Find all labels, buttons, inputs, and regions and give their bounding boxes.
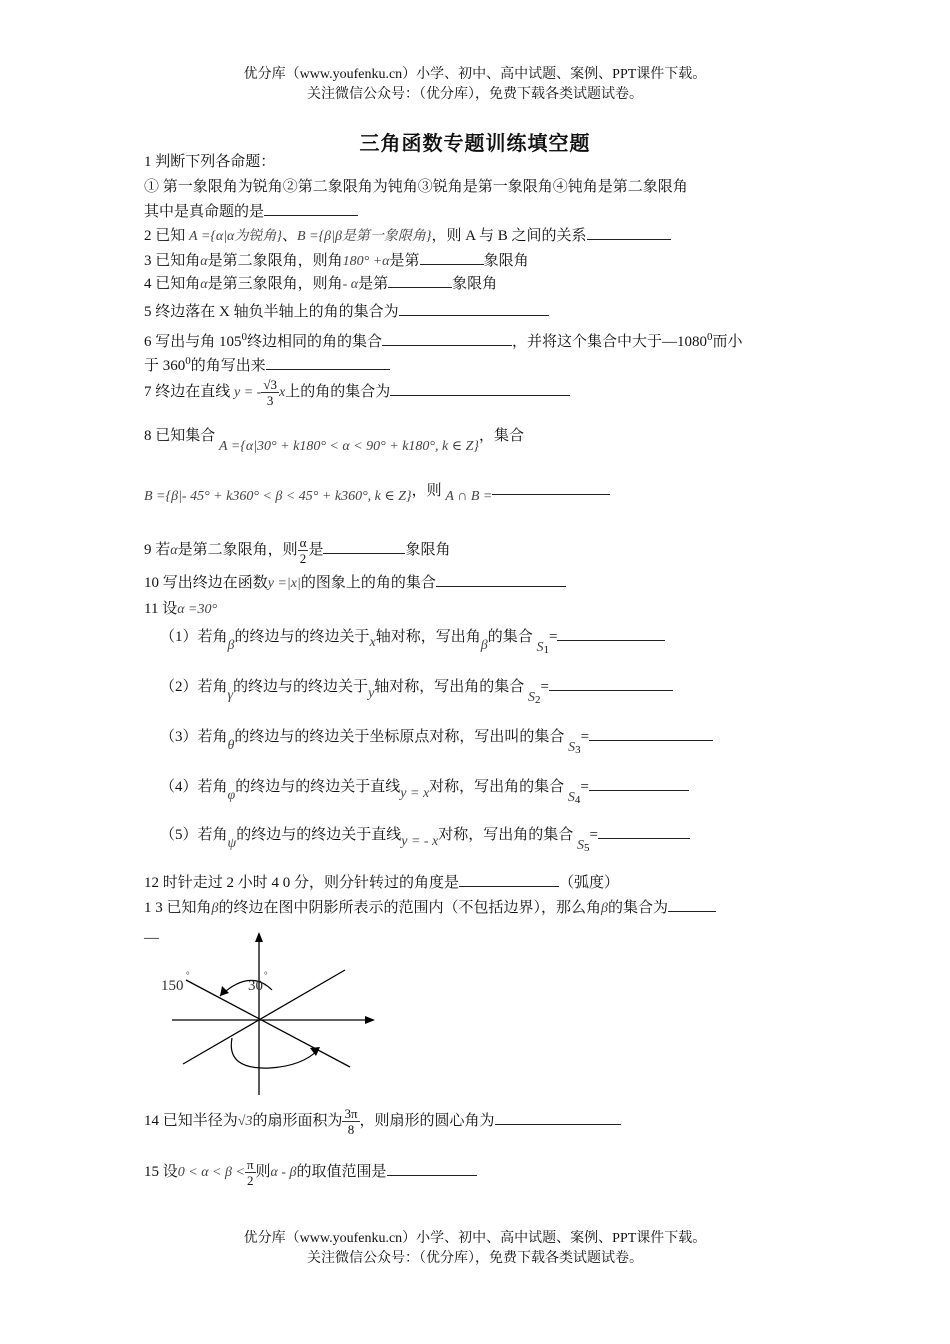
q11-4-idx: 4 — [574, 794, 581, 806]
q6-deg-1: 0 — [241, 331, 248, 343]
q4-expr: - α — [342, 277, 359, 292]
q11-2-axis: y — [368, 686, 375, 701]
q11-2-post: 轴对称，写出角的集合 — [374, 679, 525, 695]
q15-cond: 0 < α < β < — [177, 1164, 245, 1180]
q3-pre: 3 已知角 — [144, 253, 201, 269]
q15-pre: 15 设 — [144, 1163, 178, 1180]
q10-fn: y =|x| — [267, 576, 301, 591]
lower-arc-arrow — [310, 1047, 320, 1056]
q13-post: 的集合为 — [608, 900, 669, 916]
q11-3-pre: （3）若角 — [160, 729, 228, 745]
q2-set-b: B ={β|β是第一象限角} — [297, 229, 432, 244]
q8-mid: ，集合 — [478, 428, 524, 444]
q2-post: ，则 A 与 B 之间的关系 — [431, 228, 587, 244]
q11-4-answer-blank[interactable] — [589, 776, 689, 791]
q11-item-5 — [160, 824, 690, 854]
q9-post: 是 — [308, 541, 324, 558]
q7-y: y = - — [234, 384, 262, 400]
q12-pre: 12 时针走过 2 小时 4 0 分，则分针转过的角度是 — [144, 875, 460, 891]
q14-num: 3π — [344, 1106, 358, 1121]
x-axis-arrow — [365, 1016, 375, 1024]
q11-3-set: S — [568, 740, 576, 755]
q14-mid: 的扇形面积为 — [252, 1112, 343, 1129]
q6-c: ，并将这个集合中大于—1080 — [512, 334, 708, 350]
q7-answer-blank[interactable] — [390, 381, 570, 396]
q11-4-line: y = x — [400, 786, 430, 801]
q4-pre: 4 已知角 — [144, 276, 201, 292]
q11-5-set: S — [577, 838, 585, 853]
q11-1-post: 轴对称，写出角 — [375, 629, 481, 645]
q9-answer-blank[interactable] — [323, 539, 405, 554]
q13-wrap: — — [144, 930, 159, 946]
q3-post: 是第 — [389, 253, 420, 269]
q11-2-idx: 2 — [535, 694, 541, 706]
angle-figure — [150, 930, 390, 1100]
q11-2-sym: γ — [227, 688, 234, 703]
q15-num: π — [246, 1157, 254, 1172]
label-150-deg: ° — [186, 970, 190, 980]
q4-end: 象限角 — [452, 276, 498, 292]
q4-answer-blank[interactable] — [388, 273, 452, 288]
q9-num: α — [299, 535, 307, 550]
q8-expr: A ∩ B = — [445, 489, 493, 504]
q11-title-line — [144, 599, 217, 620]
q14-post: ，则扇形的圆心角为 — [359, 1112, 495, 1129]
q8-then: ，则 — [411, 483, 442, 499]
q7-pre: 7 终边在直线 — [144, 383, 231, 400]
header-line-1: 优分库（www.youfenku.cn）小学、初中、高中试题、案例、PPT课件下载。 — [243, 67, 707, 82]
q11-2-mid: 的终边与的终边关于 — [233, 679, 369, 695]
q6-answer-blank-1[interactable] — [382, 331, 512, 346]
q11-4-sym: φ — [227, 788, 236, 803]
q13-pre: 1 3 已知角 — [144, 900, 212, 916]
q11-1-axis: x — [369, 635, 376, 650]
q11-1-mid: 的终边与的终边关于 — [234, 629, 370, 645]
upper-arc — [220, 980, 272, 996]
q6-b: 终边相同的角的集合 — [247, 334, 383, 350]
q15-line — [144, 1157, 477, 1188]
q1-statements: ① 第一象限角为锐角②第二象限角为钝角③锐角是第一象限角④钝角是第二象限角 — [144, 179, 688, 195]
q14-answer-blank[interactable] — [495, 1110, 621, 1125]
q7-num: √3 — [263, 377, 277, 392]
q12-answer-blank[interactable] — [459, 872, 559, 887]
q13-beta: β — [211, 901, 219, 916]
q9-fraction — [298, 535, 309, 566]
q10-answer-blank[interactable] — [436, 572, 566, 587]
q4-line — [144, 273, 497, 295]
q11-5-sym: ψ — [227, 836, 237, 851]
q2-answer-blank[interactable] — [587, 225, 671, 240]
q3-line — [144, 250, 529, 272]
q10-line — [144, 572, 566, 594]
footer-line-2: 关注微信公众号：（优分库），免费下载各类试题试卷。 — [307, 1251, 643, 1266]
q11-5-answer-blank[interactable] — [598, 824, 690, 839]
q15-answer-blank[interactable] — [387, 1161, 477, 1176]
q11-4-mid: 的终边与的终边关于直线 — [235, 779, 401, 795]
q11-3-idx: 3 — [575, 744, 581, 756]
q6-e: 于 360 — [144, 358, 186, 374]
q9-den: 2 — [299, 551, 307, 566]
terminal-line-150 — [186, 980, 350, 1067]
q11-4-eq: = — [580, 779, 589, 795]
label-150: 150 — [161, 978, 184, 994]
label-30-deg: ° — [264, 970, 268, 980]
q3-mid: 是第二象限角，则角 — [207, 253, 343, 269]
q5-answer-blank[interactable] — [399, 301, 549, 316]
q14-line — [144, 1106, 621, 1137]
q8-set-a: A ={α|30° + k180° < α < 90° + k180°, k ∈ Z} — [219, 439, 479, 454]
q15-fraction — [245, 1157, 256, 1188]
q13-answer-blank[interactable] — [668, 897, 716, 912]
q11-1-answer-blank[interactable] — [557, 626, 665, 641]
q3-alpha: α — [200, 254, 208, 269]
q11-1-sym: β — [227, 638, 235, 653]
q11-2-answer-blank[interactable] — [549, 676, 673, 691]
q11-3-eq: = — [580, 729, 590, 745]
q8-set-b: B ={β|- 45° + k360° < β < 45° + k360°, k ∈ Z} — [144, 489, 412, 504]
q11-3-answer-blank[interactable] — [589, 726, 713, 741]
q11-title: 11 设 — [144, 601, 178, 617]
q11-5-pre: （5）若角 — [160, 827, 228, 843]
q11-5-line: y = - x — [401, 834, 439, 849]
q11-item-2 — [160, 676, 673, 706]
q11-4-post: 对称，写出角的集合 — [429, 779, 565, 795]
q1-prompt: 1 判断下列各命题： — [144, 154, 276, 170]
q11-4-pre: （4）若角 — [160, 779, 228, 795]
label-30: 30 — [248, 978, 263, 994]
q11-alpha: α =30° — [177, 602, 218, 617]
q6-answer-blank-2[interactable] — [266, 355, 390, 370]
q11-item-3 — [160, 726, 713, 756]
q11-item-4 — [160, 776, 689, 806]
q15-then: 则 — [255, 1163, 271, 1180]
q8-line-1 — [144, 426, 524, 454]
q11-2-set: S — [528, 690, 536, 705]
q9-end: 象限角 — [405, 541, 451, 558]
q11-5-idx: 5 — [584, 842, 590, 854]
q9-pre: 9 若 — [144, 541, 171, 558]
q1-answer-blank[interactable] — [264, 201, 358, 216]
q14-den: 8 — [347, 1122, 355, 1137]
q11-2-pre: （2）若角 — [160, 679, 228, 695]
q11-4-set: S — [567, 790, 575, 805]
q7-line — [144, 377, 570, 408]
q6-line-1 — [144, 327, 743, 352]
q3-answer-blank[interactable] — [420, 250, 484, 265]
q8-pre: 8 已知集合 — [144, 428, 216, 444]
q10-post: 的图象上的角的集合 — [300, 575, 436, 591]
q12-line — [144, 872, 619, 893]
q6-deg-3: 0 — [185, 355, 191, 367]
q6-deg-2: 0 — [707, 331, 713, 343]
q13-line — [144, 897, 716, 919]
q14-pre: 14 已知半径为 — [144, 1112, 238, 1129]
q11-1-idx: 1 — [543, 644, 549, 656]
q11-item-1 — [160, 626, 665, 656]
q5-text: 5 终边落在 X 轴负半轴上的角的集合为 — [144, 304, 399, 320]
q6-f: 的角写出来 — [190, 358, 266, 374]
q11-1-post2: 的集合 — [487, 629, 533, 645]
q7-fraction — [261, 377, 279, 408]
q11-3-mid: 的终边与的终边关于坐标原点对称，写出叫的集合 — [234, 729, 565, 745]
q6-d: 而小 — [712, 334, 743, 350]
q15-den: 2 — [246, 1173, 254, 1188]
q11-1-pre: （1）若角 — [160, 629, 228, 645]
page-title: 三角函数专题训练填空题 — [359, 133, 591, 155]
q11-1-set: S — [536, 640, 544, 655]
q14-r: √3 — [237, 1113, 253, 1129]
q9-alpha: α — [170, 542, 178, 558]
q14-fraction — [342, 1106, 359, 1137]
q7-den: 3 — [266, 393, 274, 408]
q3-expr: 180° +α — [342, 254, 390, 269]
q2-sep: 、 — [282, 228, 298, 244]
q11-3-sym: θ — [227, 738, 235, 753]
q5-line — [144, 301, 549, 322]
q10-pre: 10 写出终边在函数 — [144, 575, 268, 591]
q2-line — [144, 225, 671, 247]
q15-post: 的取值范围是 — [296, 1163, 387, 1180]
q4-post: 是第 — [358, 276, 389, 292]
q11-2-eq: = — [540, 679, 550, 695]
q13-mid: 的终边在图中阴影所表示的范围内（不包括边界），那么角 — [218, 900, 602, 916]
q15-expr: α - β — [270, 1164, 297, 1180]
q11-5-post: 对称，写出角的集合 — [438, 827, 574, 843]
upper-arc-arrow — [220, 986, 229, 996]
q6-a: 6 写出与角 105 — [144, 334, 242, 350]
q8-answer-blank[interactable] — [492, 480, 610, 495]
q4-alpha: α — [200, 277, 208, 292]
q7-post: 上的角的集合为 — [285, 383, 391, 400]
footer-line-1: 优分库（www.youfenku.cn）小学、初中、高中试题、案例、PPT课件下载。 — [243, 1231, 707, 1246]
q6-line-2 — [144, 351, 390, 376]
q1-answer-label: 其中是真命题的是 — [144, 204, 265, 220]
y-axis-arrow — [255, 932, 263, 942]
q11-1-sym2: β — [480, 638, 488, 653]
q9-line — [144, 535, 450, 566]
q4-mid: 是第三象限角，则角 — [207, 276, 343, 292]
q2-set-a: A ={α|α为锐角} — [189, 229, 283, 244]
header-line-2: 关注微信公众号：（优分库），免费下载各类试题试卷。 — [307, 87, 643, 102]
q12-post: （弧度） — [559, 875, 620, 891]
q11-5-mid: 的终边与的终边关于直线 — [236, 827, 402, 843]
q8-line-2 — [144, 480, 610, 502]
q7-x: x — [278, 384, 286, 400]
q13-beta2: β — [601, 901, 608, 916]
q2-pre: 2 已知 — [144, 228, 186, 244]
q1-answer-line — [144, 201, 358, 222]
q3-end: 象限角 — [483, 253, 529, 269]
q11-5-eq: = — [589, 827, 599, 843]
q11-1-eq: = — [549, 629, 558, 645]
q9-mid: 是第二象限角，则 — [177, 541, 298, 558]
